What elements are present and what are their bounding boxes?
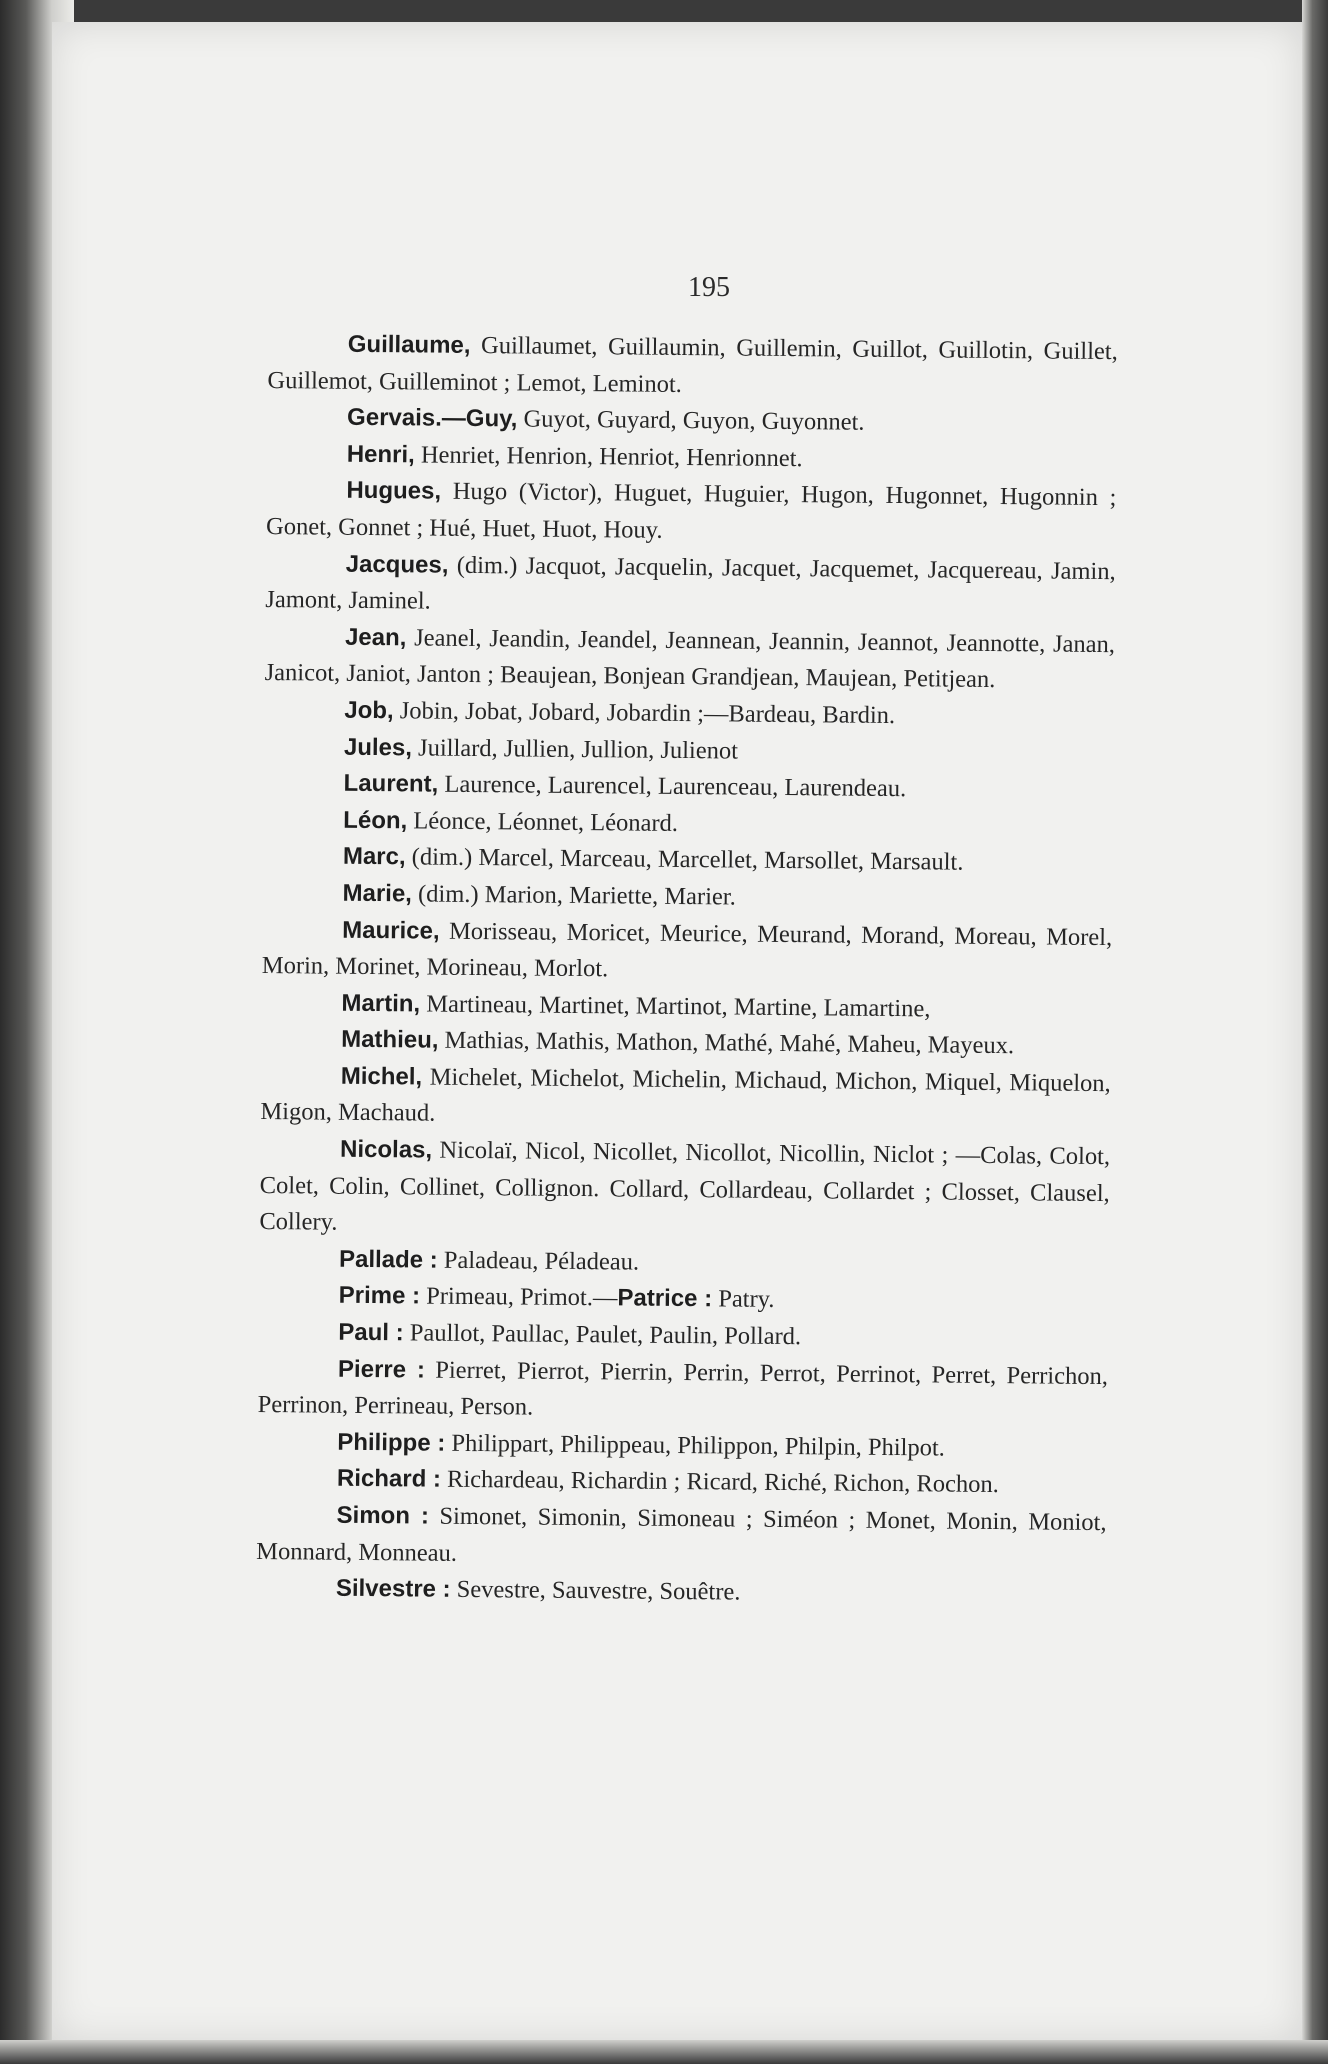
- entry-variants: Pierret, Pierrot, Pierrin, Perrin, Perrot, Perrinot, Perret, Perrichon, Perrinon, Perrineau, Person.: [257, 1356, 1109, 1421]
- page-edge: [1302, 0, 1328, 2064]
- entry-headword: Philippe :: [337, 1428, 446, 1457]
- entry-headword: Nicolas,: [339, 1135, 433, 1164]
- entry-variants: Primeau, Primot.—: [419, 1282, 618, 1312]
- entry-variants: Laurence, Laurencel, Laurenceau, Laurendeau.: [438, 770, 907, 803]
- entry-variants: (dim.) Marcel, Marceau, Marcellet, Marsollet, Marsault.: [405, 843, 964, 877]
- entry-variants: Michelet, Michelot, Michelin, Michaud, Michon, Miquel, Miquelon, Migon, Machaud.: [260, 1063, 1111, 1128]
- entry-variants: Paladeau, Péladeau.: [437, 1246, 640, 1276]
- entry-headword: Henri,: [346, 440, 415, 469]
- entry-variants: Sevestre, Sauvestre, Souêtre.: [450, 1575, 741, 1606]
- page-number: 195: [688, 272, 730, 303]
- entry-variants: Guyot, Guyard, Guyon, Guyonnet.: [517, 405, 865, 436]
- entry-variants: Martineau, Martinet, Martinot, Martine, Lamartine,: [420, 990, 931, 1023]
- entry-headword: Jules,: [343, 733, 413, 761]
- name-entry: [266, 472, 1117, 553]
- entry-headword: Pierre :: [337, 1355, 426, 1384]
- name-entry: [259, 1131, 1110, 1249]
- entry-headword: Patrice :: [617, 1284, 713, 1313]
- entry-variants: Simonet, Simonin, Simoneau ; Siméon ; Monet, Monin, Moniot, Monnard, Monneau.: [256, 1502, 1107, 1567]
- entry-headword: Simon :: [336, 1501, 430, 1530]
- entry-headword: Laurent,: [343, 769, 439, 798]
- entry-headword: Pallade :: [338, 1245, 438, 1274]
- entry-headword: Maurice,: [342, 916, 440, 945]
- name-list: [256, 326, 1118, 1615]
- entry-variants: Jeanel, Jeandin, Jeandel, Jeannean, Jeannin, Jeannot, Jeannotte, Janan, Janicot, Janiot, Janton ; Beaujean, Bonjean Grandjean, Maujean, Petitjean.: [264, 624, 1116, 694]
- entry-variants: (dim.) Jacquot, Jacquelin, Jacquet, Jacquemet, Jacquereau, Jamin, Jamont, Jaminel.: [265, 551, 1116, 615]
- name-entry: [262, 911, 1113, 992]
- entry-headword: Léon,: [343, 806, 408, 835]
- entry-headword: Prime :: [338, 1282, 421, 1310]
- entry-variants: Henriet, Henrion, Henriot, Henrionnet.: [414, 441, 803, 472]
- entry-variants: Mathias, Mathis, Mathon, Mathé, Mahé, Maheu, Mayeux.: [438, 1026, 1015, 1060]
- entry-variants: Hugo (Victor), Huguet, Huguier, Hugon, Hugonnet, Hugonnin ; Gonet, Gonnet ; Hué, Huet, Huot, Houy.: [265, 478, 1117, 544]
- entry-headword: Jean,: [344, 623, 407, 652]
- entry-headword: Marc,: [342, 843, 406, 871]
- entry-headword: Hugues,: [346, 477, 442, 506]
- entry-variants: Patry.: [712, 1285, 775, 1314]
- entry-headword: Job,: [344, 696, 394, 725]
- entry-headword: Paul :: [338, 1318, 404, 1347]
- entry-headword: Michel,: [340, 1062, 423, 1091]
- entry-headword: Martin,: [341, 989, 421, 1018]
- entry-variants: Richardeau, Richardin ; Ricard, Riché, Richon, Rochon.: [440, 1466, 999, 1499]
- entry-headword: Guillaume,: [347, 330, 471, 359]
- entry-variants: Philippart, Philippeau, Philippon, Philpin, Philpot.: [445, 1429, 945, 1462]
- name-entry: [256, 1497, 1107, 1578]
- name-entry: [260, 1058, 1111, 1139]
- entry-headword: Mathieu,: [341, 1026, 439, 1054]
- entry-variants: Morisseau, Moricet, Meurice, Meurand, Morand, Moreau, Morel, Morin, Morinet, Morineau, Morlot.: [261, 917, 1113, 983]
- entry-variants: Léonce, Léonnet, Léonard.: [407, 807, 679, 837]
- entry-headword: Silvestre :: [335, 1574, 451, 1603]
- entry-headword: Richard :: [336, 1465, 442, 1494]
- name-entry: [264, 619, 1115, 700]
- name-entry: [265, 546, 1116, 627]
- entry-variants: Juillard, Jullien, Jullion, Julienot: [411, 733, 739, 765]
- entry-headword: Marie,: [342, 879, 413, 908]
- entry-variants: Guillaumet, Guillaumin, Guillemin, Guillot, Guillotin, Guillet, Guillemot, Guilleminot ; Lemot, Leminot.: [267, 331, 1118, 398]
- entry-headword: Jacques,: [345, 550, 449, 579]
- page-bottom-edge: [0, 2040, 1328, 2064]
- entry-variants: (dim.) Marion, Mariette, Marier.: [411, 880, 736, 911]
- entry-variants: Nicolaï, Nicol, Nicollet, Nicollot, Nicollin, Niclot ; —Colas, Colot, Colet, Colin, Collinet, Collignon. Collard, Collardeau, Collardet ; Closset, Clausel, Collery.: [259, 1136, 1111, 1236]
- name-entry: [257, 1351, 1108, 1432]
- name-entry: [267, 326, 1118, 407]
- entry-headword: Gervais.—Guy,: [346, 403, 518, 433]
- entry-variants: Paullot, Paullac, Paulet, Paulin, Pollard.: [403, 1319, 802, 1351]
- entry-variants: Jobin, Jobat, Jobard, Jobardin ;—Bardeau, Bardin.: [393, 697, 896, 729]
